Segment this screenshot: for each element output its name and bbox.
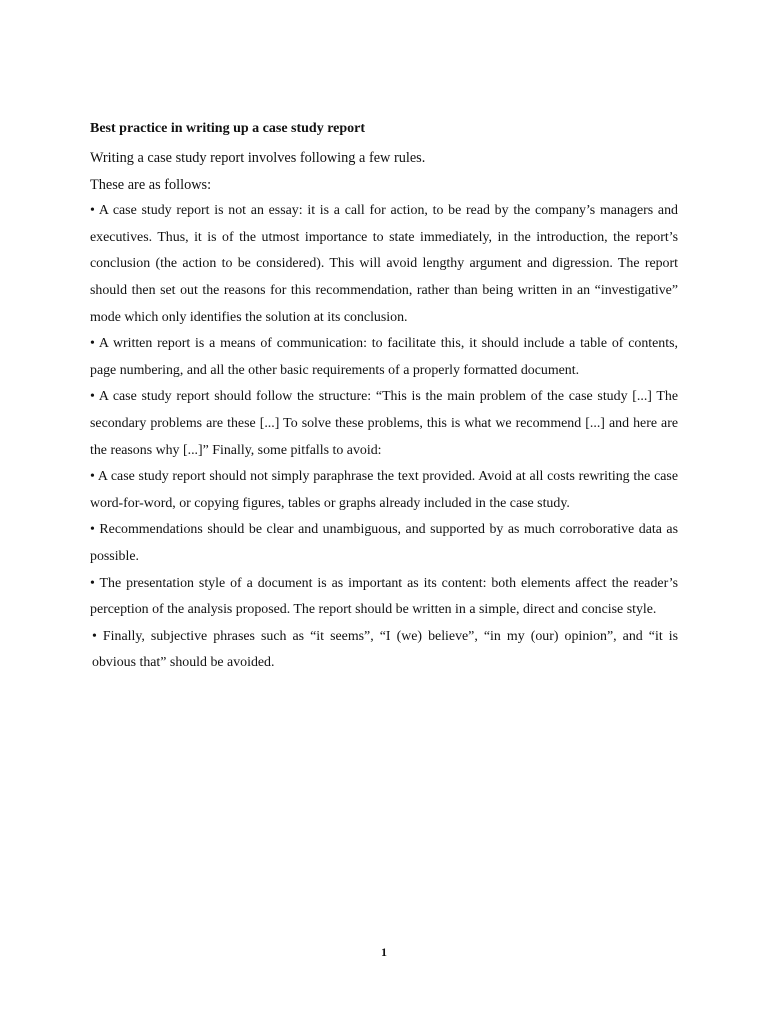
intro-line-2: These are as follows:	[90, 176, 212, 193]
bullet-item-not-an-essay: • A case study report is not an essay: it is a call for action, to be read by the company’s managers and executives. Thus, it is of the utmost importance to state immediately, in the introduction, the report’s conclusion (the action to be considered). This will avoid lengthy argument and digression. The report should then set out the reasons for this recommendation, rather than being written in an “investigative” mode which only identifies the solution at its conclusion.	[90, 203, 678, 325]
document-body	[90, 118, 678, 677]
page-number: 1	[381, 945, 387, 959]
bullet-item-means-of-communication: • A written report is a means of communication: to facilitate this, it should include a table of contents, page numbering, and all the other basic requirements of a properly formatted document.	[90, 336, 678, 378]
bullet-item-clear-recommendations: • Recommendations should be clear and unambiguous, and supported by as much corroborative data as possible.	[90, 522, 678, 564]
bullet-item-avoid-subjective-phrases: • Finally, subjective phrases such as “it seems”, “I (we) believe”, “in my (our) opinion”, and “it is obvious that” should be avoided.	[92, 628, 678, 671]
bullet-item-do-not-paraphrase: • A case study report should not simply paraphrase the text provided. Avoid at all costs rewriting the case word-for-word, or copying figures, tables or graphs already included in the case study.	[90, 469, 678, 511]
bullet-item-structure: • A case study report should follow the structure: “This is the main problem of the case study [...] The secondary problems are these [...] To solve these problems, this is what we recommend [...] and here are the reasons why [...]” Finally, some pitfalls to avoid:	[90, 389, 678, 458]
document-title: Best practice in writing up a case study report	[90, 121, 366, 136]
bullet-item-presentation-style: • The presentation style of a document is as important as its content: both elements affect the reader’s perception of the analysis proposed. The report should be written in a simple, direct and concise style.	[90, 575, 678, 618]
bullet-list	[90, 198, 678, 677]
intro-line-1: Writing a case study report involves following a few rules.	[90, 150, 426, 166]
